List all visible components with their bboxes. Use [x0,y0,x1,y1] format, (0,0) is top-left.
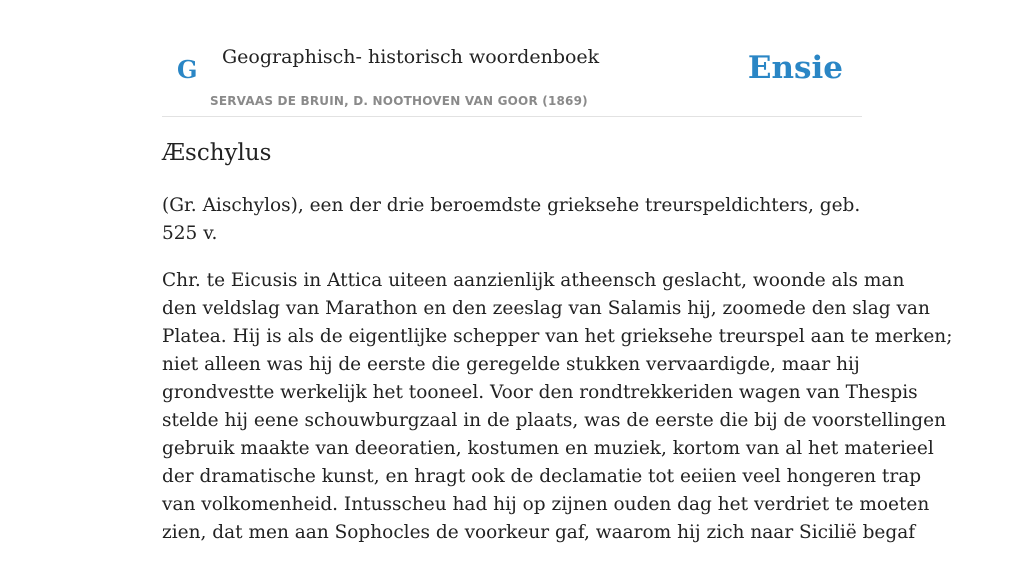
book-title-link[interactable]: Geographisch- historisch woordenboek [222,46,600,68]
text-line: niet alleen was hij de eerste die geregelde stukken vervaardigde, maar hij [162,354,860,375]
text-line: Chr. te Eicusis in Attica uiteen aanzienlijk atheensch geslacht, woonde als man [162,270,905,291]
text-line: gebruik maakte van deeoratien, kostumen en muziek, kortom van al het materieel [162,438,934,459]
text-line: van volkomenheid. Intusscheu had hij op zijnen ouden dag het verdriet te moeten [162,494,930,515]
entry-paragraph-2 [162,267,953,547]
book-authors: SERVAAS DE BRUIN, D. NOOTHOVEN VAN GOOR (1869) [210,94,588,108]
text-line: Platea. Hij is als de eigentlijke schepper van het grieksehe treurspel aan te merken; [162,326,953,347]
ensie-logo[interactable]: Ensie [747,50,843,86]
text-line: grondvestte werkelijk het tooneel. Voor den rondtrekkeriden wagen van Thespis [162,382,918,403]
entry-content [162,192,953,566]
entry-paragraph-1: (Gr. Aischylos), een der drie beroemdste grieksehe treurspeldichters, geb. 525 v. [162,195,861,244]
text-line: den veldslag van Marathon en den zeeslag van Salamis hij, zoomede den slag van [162,298,930,319]
text-line: zien, dat men aan Sophocles de voorkeur gaf, waarom hij zich naar Sicilië begaf [162,522,916,543]
book-logo-icon[interactable]: G [177,55,198,84]
text-line: stelde hij eene schouwburgzaal in de plaats, was de eerste die bij de voorstellingen [162,410,947,431]
text-line: der dramatische kunst, en hragt ook de declamatie tot eeiien veel hongeren trap [162,466,922,487]
site-header [162,0,862,117]
entry-title: Æschylus [162,140,272,166]
